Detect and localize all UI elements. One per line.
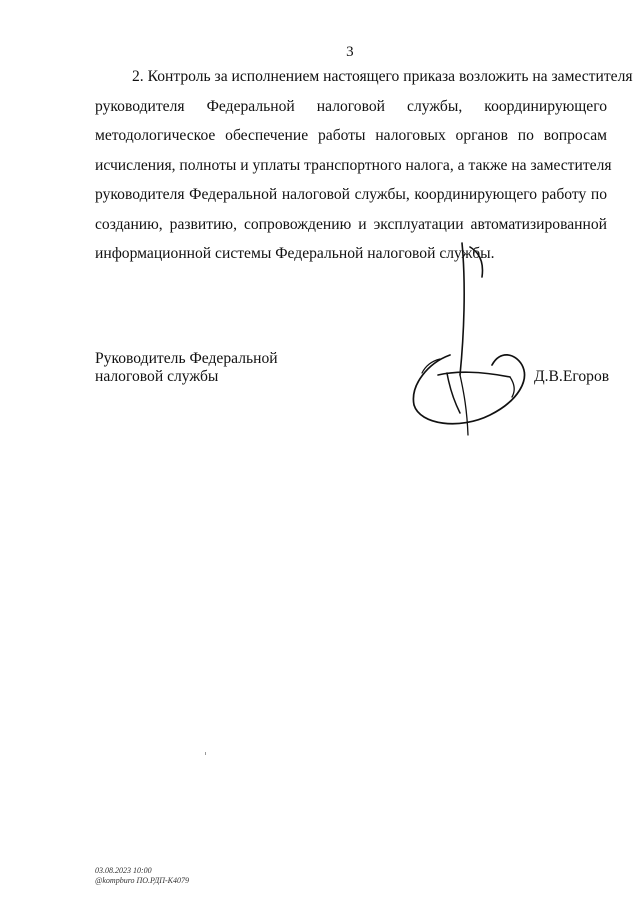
signatory-title-line: налоговой службы <box>95 368 219 385</box>
footer-date: 03.08.2023 10:00 <box>95 866 152 875</box>
page-number: 3 <box>346 44 354 60</box>
signatory-name: Д.В.Егоров <box>534 368 610 385</box>
paragraph-line: методологическое обеспечение работы налоговых органов по вопросам <box>95 127 607 144</box>
paragraph-line: руководителя Федеральной налоговой службы, координирующего работу по <box>95 186 607 203</box>
handwritten-signature <box>400 225 550 440</box>
paragraph-line: 2. Контроль за исполнением настоящего приказа возложить на заместителя <box>132 68 633 85</box>
signatory-title <box>95 350 278 386</box>
paragraph-line: руководителя Федеральной налоговой службы, координирующего <box>95 97 607 115</box>
scan-speck <box>205 752 206 755</box>
signatory-title-line: Руководитель Федеральной <box>95 350 278 367</box>
paragraph-line: информационной системы Федеральной налоговой службы. <box>95 245 495 262</box>
paragraph-line: созданию, развитию, сопровождению и эксплуатации автоматизированной <box>95 215 607 233</box>
footer-stamp <box>95 866 189 886</box>
footer-reference: @kompburo ПО.РДП-К4079 <box>95 876 189 885</box>
paragraph-line: исчисления, полноты и уплаты транспортного налога, а также на заместителя <box>95 156 612 174</box>
